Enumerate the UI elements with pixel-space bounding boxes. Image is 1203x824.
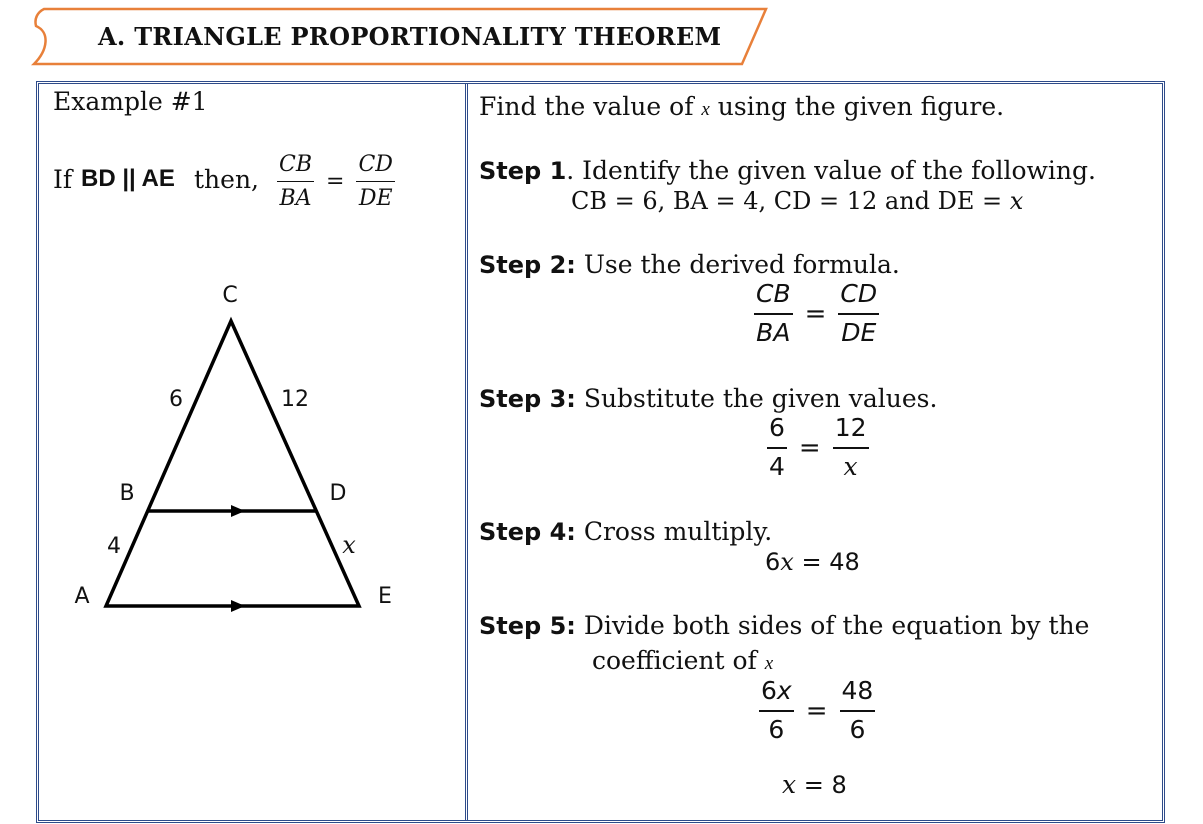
- step1-line: [479, 156, 1096, 185]
- step1-values: [571, 187, 1023, 215]
- step5-text: Divide both sides of the equation by the: [583, 611, 1090, 640]
- given-parallel: BD || AE: [81, 165, 175, 192]
- ratio-equals: =: [326, 169, 345, 195]
- step3-right-numerator: 12: [834, 413, 867, 442]
- label-c: C: [222, 283, 238, 308]
- step1-label: Step 1: [479, 157, 567, 185]
- step3-text: Substitute the given values.: [583, 384, 938, 413]
- parallel-arrow-bd: [231, 505, 245, 517]
- step1-values-variable: x: [1009, 187, 1024, 215]
- ratio-left-denominator: BA: [279, 186, 312, 212]
- step2-left-denominator: BA: [756, 317, 791, 347]
- intro-variable: x: [701, 99, 710, 120]
- section-banner: [30, 6, 775, 70]
- example-label: Example #1: [53, 87, 208, 116]
- step5-right-denominator: 6: [849, 714, 866, 744]
- step5-line: [479, 611, 1089, 640]
- step2-formula: [754, 280, 879, 348]
- final-answer-variable: x: [782, 770, 797, 799]
- label-a: A: [74, 584, 90, 609]
- step2-line: [479, 250, 900, 279]
- ratio-right-denominator: DE: [358, 186, 393, 212]
- step1-values-text: CB = 6, BA = 4, CD = 12 and DE =: [571, 187, 1003, 215]
- step2-label: Step 2:: [479, 251, 576, 279]
- ratio-right-numerator: CD: [358, 152, 393, 177]
- step5-left-denominator: 6: [768, 714, 785, 744]
- intro-after: using the given figure.: [717, 92, 1005, 121]
- step5-left-numerator: [759, 677, 794, 706]
- step3-left-denominator: 4: [769, 451, 785, 481]
- then-word: then,: [194, 165, 259, 194]
- side-cd-length: 12: [281, 387, 309, 412]
- intro-line: [479, 92, 1004, 121]
- step2-left-numerator: CB: [756, 279, 791, 308]
- if-word: If: [53, 165, 73, 194]
- side-cb-length: 6: [169, 387, 183, 412]
- step4-equation: [765, 548, 860, 576]
- step3-right-denominator: x: [843, 451, 858, 481]
- triangle-ace: [106, 321, 359, 606]
- step4-result: = 48: [793, 548, 860, 576]
- step4-line: [479, 517, 772, 546]
- step2-right-numerator: CD: [840, 279, 878, 308]
- page-title: A. TRIANGLE PROPORTIONALITY THEOREM: [98, 22, 722, 51]
- final-answer-value: = 8: [796, 771, 847, 799]
- step4-variable: x: [780, 548, 794, 576]
- ratio-left-numerator: CB: [279, 152, 312, 177]
- step5-right-numerator: 48: [841, 676, 874, 705]
- step4-label: Step 4:: [479, 518, 576, 546]
- step3-left-numerator: 6: [769, 413, 785, 442]
- label-d: D: [329, 481, 347, 506]
- intro-before: Find the value of: [479, 92, 694, 121]
- label-e: E: [378, 584, 392, 609]
- step2-right-denominator: DE: [841, 317, 877, 347]
- example-ratio: [277, 152, 395, 212]
- step5-line2: [592, 646, 773, 675]
- step4-text: Cross multiply.: [583, 517, 773, 546]
- step5-left-numerator-var: x: [776, 676, 792, 705]
- step5-text2-variable: x: [764, 653, 774, 674]
- column-divider: [465, 84, 468, 820]
- step3-equals: =: [798, 432, 821, 463]
- step5-label: Step 5:: [479, 612, 576, 640]
- side-ba-length: 4: [107, 534, 121, 559]
- parallel-arrow-ae: [231, 600, 245, 612]
- final-answer: [782, 770, 847, 799]
- side-de-length: x: [342, 531, 356, 559]
- step2-text: Use the derived formula.: [583, 250, 900, 279]
- step4-coefficient: 6: [765, 548, 781, 576]
- step1-text: . Identify the given value of the following.: [566, 156, 1096, 185]
- step3-formula: [767, 414, 869, 482]
- example-table: [36, 81, 1165, 823]
- step5-left-numerator-coef: 6: [761, 676, 777, 705]
- step2-equals: =: [804, 298, 827, 329]
- step3-line: [479, 384, 937, 413]
- step5-text2: coefficient of: [592, 646, 757, 675]
- step5-equals: =: [805, 695, 828, 726]
- step3-label: Step 3:: [479, 385, 576, 413]
- label-b: B: [119, 481, 135, 506]
- triangle-figure: [39, 264, 459, 624]
- step5-formula: [759, 677, 875, 745]
